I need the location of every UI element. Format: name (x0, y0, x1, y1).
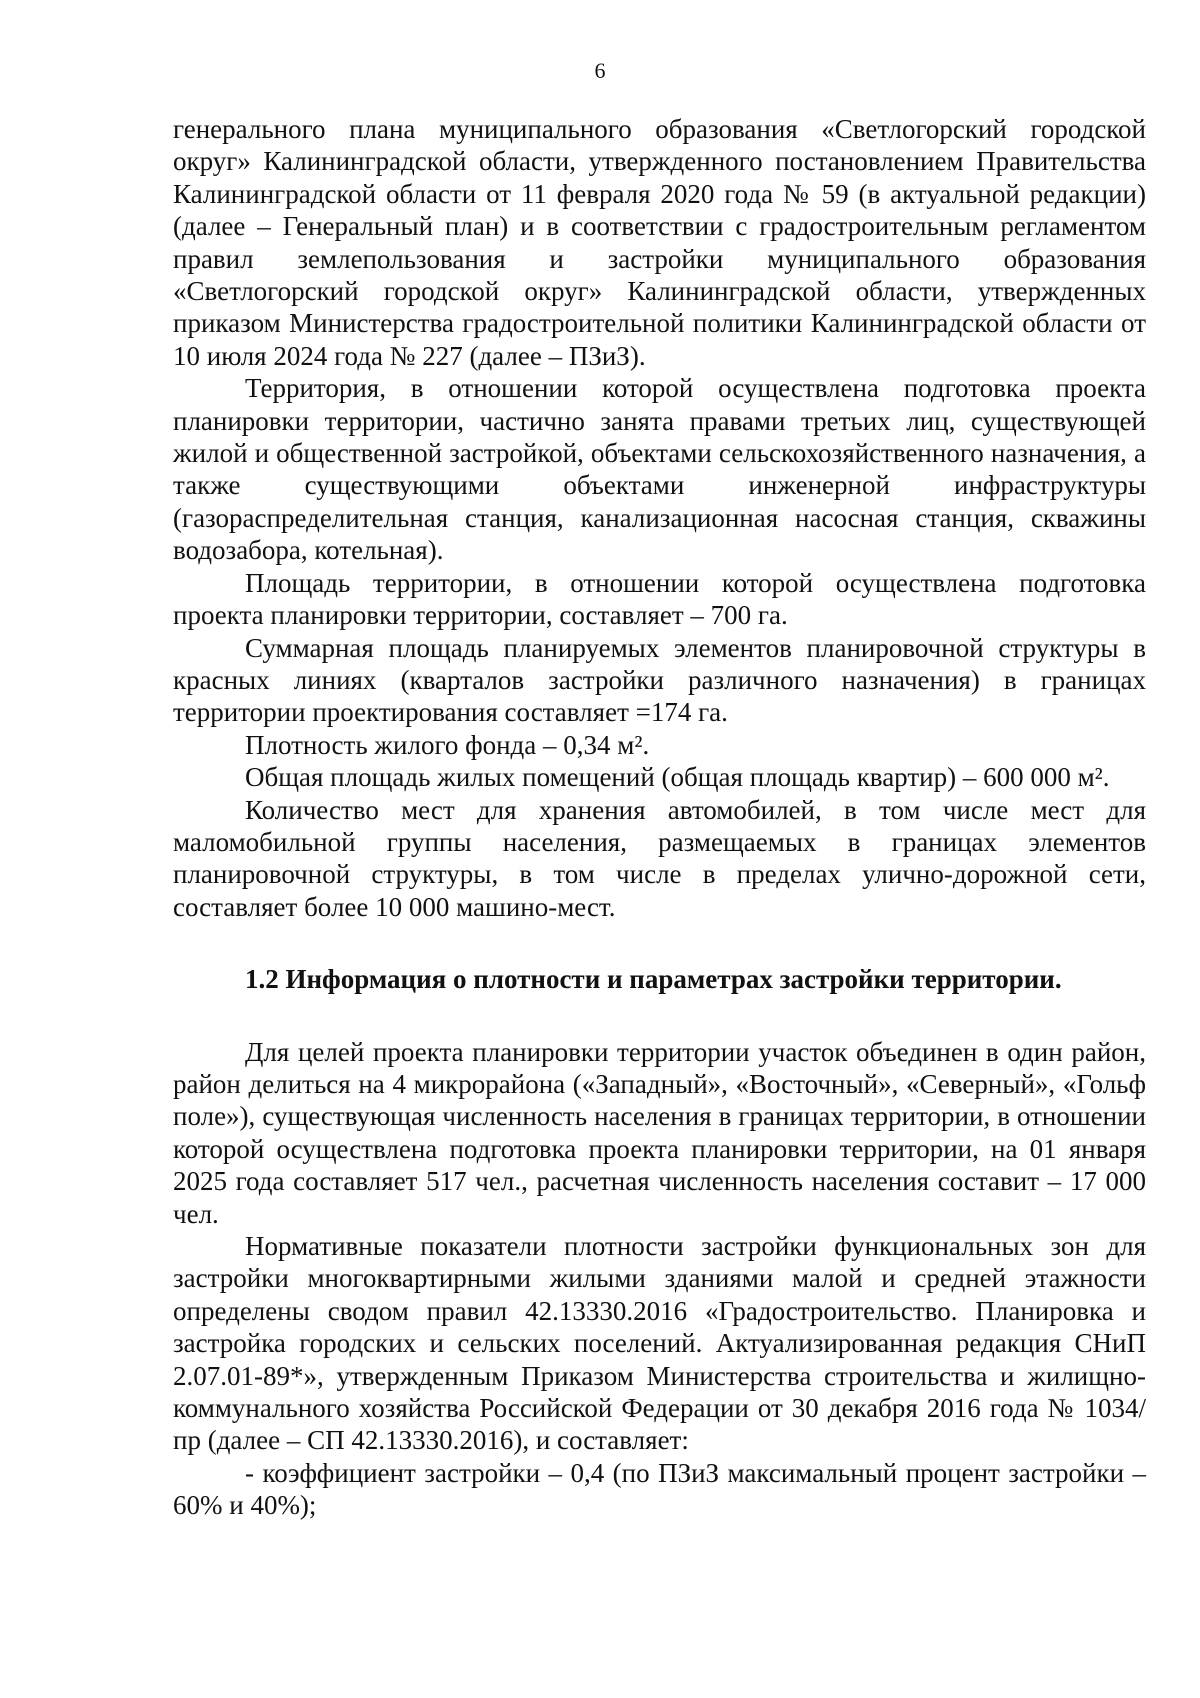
paragraph-living-area: Общая площадь жилых помещений (общая площадь квартир) – 600 000 м². (245, 762, 1110, 793)
paragraph-housing-density: Плотность жилого фонда – 0,34 м². (245, 729, 650, 760)
paragraph-parking-spaces: Количество мест для хранения автомобилей, в том числе мест для маломобильной группы населения, размещаемых в границах элементов планировочной структуры, в том числе в пределах улично-дорожной сети, составляет более 10 000 машино-мест. (173, 794, 1146, 922)
paragraph-district-population: Для целей проекта планировки территории участок объединен в один район, район делиться на 4 микрорайона («Западный», «Восточный», «Северный», «Гольф поле»), существующая численность населения в границах территории, в отношении которой осуществлена подготовка проекта планировки территории, на 01 января 2025 года составляет 517 чел., расчетная численность населения составит – 17 000 чел. (173, 1036, 1146, 1229)
paragraph-density-standards: Нормативные показатели плотности застройки функциональных зон для застройки многоквартирными жилыми зданиями малой и средней этажности определены сводом правил 42.13330.2016 «Градостроительство. Планировка и застройка городских и сельских поселений. Актуализированная редакция СНиП 2.07.01-89*», утвержденным Приказом Министерства строительства и жилищно-коммунального хозяйства Российской Федерации от 30 декабря 2016 года № 1034/пр (далее – СП 42.13330.2016), и составляет: (173, 1231, 1146, 1456)
paragraph-territory-description: Территория, в отношении которой осуществлена подготовка проекта планировки территории, частично занята правами третьих лиц, существующей жилой и общественной застройкой, объектами сельскохозяйственного назначения, а также существующими объектами инженерной инфраструктуры (газораспределительная станция, канализационная насосная станция, скважины водозабора, котельная). (173, 373, 1146, 566)
paragraph-territory-area: Площадь территории, в отношении которой осуществлена подготовка проекта планировки территории, составляет – 700 га. (173, 567, 1146, 631)
page-number: 6 (594, 58, 606, 83)
paragraph-building-coefficient: - коэффициент застройки – 0,4 (по ПЗиЗ максимальный процент застройки – 60% и 40%); (173, 1457, 1146, 1521)
paragraph-planned-elements-area: Суммарная площадь планируемых элементов планировочной структуры в красных линиях (кварталов застройки различного назначения) в границах территории проектирования составляет =174 га. (173, 632, 1146, 728)
section-heading: 1.2 Информация о плотности и параметрах застройки территории. (245, 964, 1062, 995)
document-body (173, 113, 1146, 1522)
paragraph-general-plan: генерального плана муниципального образования «Светлогорский городской округ» Калининградской области, утвержденного постановлением Правительства Калининградской области от 11 февраля 2020 года № 59 (в актуальной редакции) (далее – Генеральный план) и в соответствии с градостроительным регламентом правил землепользования и застройки муниципального образования «Светлогорский городской округ» Калининградской области, утвержденных приказом Министерства градостроительной политики Калининградской области от 10 июля 2024 года № 227 (далее – ПЗиЗ). (173, 114, 1146, 371)
